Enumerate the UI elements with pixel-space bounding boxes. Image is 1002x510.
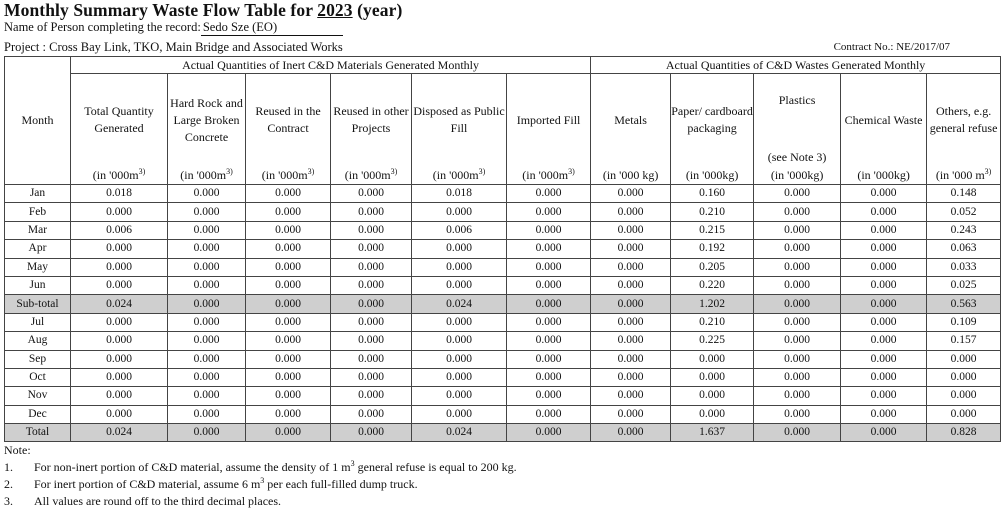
inert-group-header: Actual Quantities of Inert C&D Materials Generated Monthly	[71, 57, 591, 74]
table-row	[5, 240, 1001, 258]
col-metals-header: Metals	[591, 74, 671, 167]
cell-value: 0.000	[412, 276, 507, 294]
cell-value: 0.000	[927, 368, 1001, 386]
cell-value: 0.160	[671, 185, 754, 203]
table-row	[5, 185, 1001, 203]
cell-value: 0.192	[671, 240, 754, 258]
project-name: Project : Cross Bay Link, TKO, Main Bridge and Associated Works	[4, 40, 343, 54]
col-others-header: Others, e.g. general refuse	[927, 74, 1001, 167]
cell-value: 0.000	[412, 405, 507, 423]
cell-value: 1.202	[671, 295, 754, 313]
cell-value: 0.000	[841, 332, 927, 350]
person-record	[4, 20, 343, 36]
col-reused-contract-header: Reused in the Contract	[246, 74, 331, 167]
cell-value: 0.000	[841, 203, 927, 221]
cell-value: 0.000	[331, 387, 412, 405]
note-1-text-a: For non-inert portion of C&D material, assume the density of 1 m	[34, 460, 351, 474]
cell-value: 0.000	[591, 185, 671, 203]
cell-value: 0.000	[71, 240, 168, 258]
unit-imported-fill-text: (in '000m	[522, 167, 569, 182]
cell-value: 0.024	[412, 424, 507, 442]
cell-value: 0.109	[927, 313, 1001, 331]
cell-value: 0.000	[754, 276, 841, 294]
cell-value: 0.000	[412, 313, 507, 331]
cell-value: 0.006	[412, 221, 507, 239]
note-1-number: 1.	[4, 460, 13, 474]
cell-value: 0.000	[331, 240, 412, 258]
cell-value: 0.000	[412, 387, 507, 405]
cell-value: 0.000	[841, 240, 927, 258]
cell-value: 0.063	[927, 240, 1001, 258]
cell-value: 0.006	[71, 221, 168, 239]
cell-value: 0.000	[671, 368, 754, 386]
cell-value: 0.000	[754, 258, 841, 276]
table-row	[5, 332, 1001, 350]
table-row	[5, 405, 1001, 423]
cell-value: 0.018	[71, 185, 168, 203]
cell-value: 0.000	[507, 185, 591, 203]
cell-value: 0.000	[841, 276, 927, 294]
cell-month: Nov	[5, 387, 71, 405]
col-chemical-header: Chemical Waste	[841, 74, 927, 167]
cell-month: Jul	[5, 313, 71, 331]
col-reused-other-header: Reused in other Projects	[331, 74, 412, 167]
cell-value: 0.563	[927, 295, 1001, 313]
cell-value: 0.000	[591, 332, 671, 350]
cell-value: 0.000	[331, 221, 412, 239]
table-row	[5, 368, 1001, 386]
cell-value: 0.000	[168, 332, 246, 350]
unit-reused-other-sup: 3)	[390, 166, 398, 176]
cell-value: 0.000	[331, 203, 412, 221]
col-hard-rock-header: Hard Rock and Large Broken Concrete	[168, 74, 246, 167]
waste-flow-table	[4, 56, 1001, 442]
cell-value: 0.000	[507, 295, 591, 313]
cell-value: 0.052	[927, 203, 1001, 221]
cell-value: 0.000	[331, 332, 412, 350]
cell-value: 0.000	[168, 313, 246, 331]
cell-value: 0.000	[507, 203, 591, 221]
cell-value: 1.637	[671, 424, 754, 442]
cell-value: 0.000	[412, 350, 507, 368]
unit-imported-fill-sup: 3)	[568, 166, 575, 176]
note-1	[4, 459, 517, 476]
page-title	[4, 0, 402, 21]
unit-public-fill-sup: 3)	[478, 166, 486, 176]
cell-value: 0.000	[841, 185, 927, 203]
cell-value: 0.000	[246, 221, 331, 239]
cell-value: 0.000	[331, 350, 412, 368]
cell-value: 0.000	[754, 185, 841, 203]
cell-value: 0.000	[754, 240, 841, 258]
cell-month: Oct	[5, 368, 71, 386]
cell-value: 0.000	[754, 203, 841, 221]
unit-metals: (in '000 kg)	[591, 166, 671, 185]
table-body	[5, 185, 1001, 442]
cell-value: 0.000	[331, 295, 412, 313]
note-1-text-b: general refuse is equal to 200 kg.	[354, 460, 517, 474]
note-2	[4, 476, 517, 493]
cell-month: Mar	[5, 221, 71, 239]
cell-value: 0.000	[841, 350, 927, 368]
cell-value: 0.148	[927, 185, 1001, 203]
cell-value: 0.000	[331, 185, 412, 203]
cell-value: 0.000	[927, 350, 1001, 368]
cell-value: 0.000	[754, 405, 841, 423]
note-2-number: 2.	[4, 477, 13, 491]
table-row	[5, 350, 1001, 368]
cell-month: Sep	[5, 350, 71, 368]
cell-value: 0.018	[412, 185, 507, 203]
cell-value: 0.000	[841, 368, 927, 386]
cell-value: 0.157	[927, 332, 1001, 350]
cell-value: 0.000	[591, 387, 671, 405]
cell-month: Feb	[5, 203, 71, 221]
unit-reused-other-text: (in '000m	[344, 167, 391, 182]
cell-value: 0.000	[168, 295, 246, 313]
unit-hard-rock	[168, 166, 246, 185]
cell-value: 0.000	[841, 405, 927, 423]
cell-value: 0.000	[754, 295, 841, 313]
cell-value: 0.000	[591, 258, 671, 276]
cell-value: 0.210	[671, 203, 754, 221]
cell-value: 0.000	[168, 203, 246, 221]
cell-value: 0.000	[507, 368, 591, 386]
cell-value: 0.000	[168, 240, 246, 258]
unit-reused-other	[331, 166, 412, 185]
note-1-sup: 3	[350, 459, 355, 468]
cell-value: 0.024	[71, 295, 168, 313]
cell-value: 0.000	[841, 424, 927, 442]
cell-value: 0.243	[927, 221, 1001, 239]
title-prefix: Monthly Summary Waste Flow Table for	[4, 0, 318, 20]
cell-value: 0.000	[507, 332, 591, 350]
cell-value: 0.000	[927, 405, 1001, 423]
cell-value: 0.033	[927, 258, 1001, 276]
cell-value: 0.025	[927, 276, 1001, 294]
cell-value: 0.000	[754, 221, 841, 239]
cell-value: 0.000	[412, 258, 507, 276]
cell-value: 0.000	[331, 424, 412, 442]
cell-value: 0.000	[246, 258, 331, 276]
cell-value: 0.000	[71, 350, 168, 368]
cell-month: Aug	[5, 332, 71, 350]
cell-value: 0.000	[168, 368, 246, 386]
unit-total	[71, 166, 168, 185]
cell-value: 0.000	[246, 424, 331, 442]
cell-value: 0.000	[71, 387, 168, 405]
cell-value: 0.000	[841, 221, 927, 239]
cell-value: 0.000	[246, 276, 331, 294]
cell-value: 0.000	[591, 313, 671, 331]
cell-value: 0.000	[246, 332, 331, 350]
cell-value: 0.000	[71, 368, 168, 386]
cell-month: Sub-total	[5, 295, 71, 313]
cell-month: Jun	[5, 276, 71, 294]
cell-value: 0.000	[246, 387, 331, 405]
cell-value: 0.000	[841, 295, 927, 313]
cell-value: 0.000	[71, 332, 168, 350]
note-2-sup: 3	[260, 476, 265, 485]
note-2-text-b: per each full-filled dump truck.	[264, 477, 418, 491]
unit-others	[927, 166, 1001, 185]
cell-value: 0.000	[168, 387, 246, 405]
waste-group-header: Actual Quantities of C&D Wastes Generated Monthly	[591, 57, 1001, 74]
unit-reused-contract-sup: 3)	[307, 166, 315, 176]
cell-value: 0.000	[168, 258, 246, 276]
cell-value: 0.000	[754, 387, 841, 405]
cell-value: 0.000	[591, 221, 671, 239]
table-row	[5, 203, 1001, 221]
table-row	[5, 313, 1001, 331]
cell-value: 0.000	[671, 387, 754, 405]
cell-value: 0.215	[671, 221, 754, 239]
cell-value: 0.000	[591, 350, 671, 368]
cell-value: 0.000	[168, 221, 246, 239]
unit-reused-contract	[246, 166, 331, 185]
cell-value: 0.828	[927, 424, 1001, 442]
note-2-text-a: For inert portion of C&D material, assume 6 m	[34, 477, 261, 491]
cell-value: 0.000	[507, 424, 591, 442]
cell-month: Dec	[5, 405, 71, 423]
cell-value: 0.000	[168, 276, 246, 294]
title-year: 2023	[317, 0, 353, 20]
cell-value: 0.000	[412, 240, 507, 258]
cell-value: 0.000	[841, 313, 927, 331]
cell-value: 0.000	[246, 350, 331, 368]
cell-month: Total	[5, 424, 71, 442]
cell-value: 0.024	[412, 295, 507, 313]
note-3-number: 3.	[4, 494, 13, 508]
cell-value: 0.000	[71, 313, 168, 331]
cell-value: 0.205	[671, 258, 754, 276]
cell-value: 0.000	[246, 240, 331, 258]
person-name-field: Sedo Sze (EO)	[201, 20, 343, 36]
cell-value: 0.210	[671, 313, 754, 331]
table-row	[5, 387, 1001, 405]
cell-value: 0.000	[591, 240, 671, 258]
subtotal-row	[5, 295, 1001, 313]
cell-value: 0.000	[412, 203, 507, 221]
cell-value: 0.000	[591, 203, 671, 221]
cell-value: 0.000	[331, 276, 412, 294]
cell-value: 0.000	[168, 405, 246, 423]
cell-value: 0.000	[168, 424, 246, 442]
cell-value: 0.000	[754, 313, 841, 331]
cell-value: 0.000	[507, 387, 591, 405]
cell-value: 0.000	[168, 185, 246, 203]
cell-value: 0.000	[331, 258, 412, 276]
col-public-fill-header: Disposed as Public Fill	[412, 74, 507, 167]
cell-value: 0.000	[412, 368, 507, 386]
cell-value: 0.000	[591, 295, 671, 313]
unit-plastics: (in '000kg)	[754, 166, 841, 185]
cell-month: Apr	[5, 240, 71, 258]
cell-value: 0.000	[591, 368, 671, 386]
cell-value: 0.000	[71, 276, 168, 294]
col-plastics-header	[754, 74, 841, 167]
unit-others-sup: 3)	[984, 166, 992, 176]
cell-value: 0.000	[507, 350, 591, 368]
cell-value: 0.000	[71, 405, 168, 423]
contract-number: Contract No.: NE/2017/07	[833, 41, 950, 53]
unit-public-fill	[412, 166, 507, 185]
cell-value: 0.225	[671, 332, 754, 350]
cell-value: 0.000	[71, 203, 168, 221]
cell-value: 0.000	[591, 424, 671, 442]
unit-others-text: (in '000 m	[935, 167, 985, 182]
cell-value: 0.000	[246, 368, 331, 386]
title-suffix: (year)	[352, 0, 403, 20]
person-label: Name of Person completing the record:	[4, 20, 201, 34]
col-plastics-note: (see Note 3)	[767, 150, 827, 164]
cell-value: 0.000	[507, 258, 591, 276]
cell-value: 0.000	[754, 350, 841, 368]
cell-value: 0.000	[841, 258, 927, 276]
table-row	[5, 221, 1001, 239]
unit-reused-contract-text: (in '000m	[261, 167, 308, 182]
total-row	[5, 424, 1001, 442]
cell-value: 0.000	[246, 405, 331, 423]
month-column-header: Month	[5, 57, 71, 185]
unit-chemical: (in '000kg)	[841, 166, 927, 185]
col-plastics-label: Plastics	[778, 93, 816, 107]
unit-hard-rock-sup: 3)	[226, 166, 233, 176]
cell-value: 0.000	[841, 387, 927, 405]
unit-total-sup: 3)	[138, 166, 146, 176]
col-paper-header: Paper/ cardboard packaging	[671, 74, 754, 167]
unit-hard-rock-text: (in '000m	[180, 167, 227, 182]
cell-month: May	[5, 258, 71, 276]
note-3	[4, 493, 517, 510]
cell-value: 0.220	[671, 276, 754, 294]
notes-section	[4, 442, 517, 510]
cell-value: 0.000	[671, 405, 754, 423]
cell-value: 0.000	[71, 258, 168, 276]
cell-value: 0.000	[168, 350, 246, 368]
cell-value: 0.000	[754, 332, 841, 350]
unit-public-fill-text: (in '000m	[432, 167, 479, 182]
cell-value: 0.000	[754, 424, 841, 442]
unit-total-text: (in '000m	[92, 167, 139, 182]
cell-value: 0.000	[331, 313, 412, 331]
cell-value: 0.000	[331, 368, 412, 386]
cell-value: 0.000	[246, 185, 331, 203]
cell-value: 0.000	[331, 405, 412, 423]
cell-value: 0.000	[246, 203, 331, 221]
col-imported-fill-header: Imported Fill	[507, 74, 591, 167]
unit-imported-fill	[507, 166, 591, 185]
cell-value: 0.024	[71, 424, 168, 442]
cell-value: 0.000	[591, 405, 671, 423]
note-3-text: All values are round off to the third decimal places.	[34, 494, 282, 508]
table-row	[5, 276, 1001, 294]
cell-value: 0.000	[246, 313, 331, 331]
cell-value: 0.000	[754, 368, 841, 386]
col-total-header: Total Quantity Generated	[71, 74, 168, 167]
cell-value: 0.000	[927, 387, 1001, 405]
cell-value: 0.000	[246, 295, 331, 313]
cell-value: 0.000	[507, 313, 591, 331]
cell-month: Jan	[5, 185, 71, 203]
cell-value: 0.000	[507, 240, 591, 258]
cell-value: 0.000	[671, 350, 754, 368]
cell-value: 0.000	[507, 276, 591, 294]
cell-value: 0.000	[412, 332, 507, 350]
cell-value: 0.000	[507, 405, 591, 423]
table-row	[5, 258, 1001, 276]
unit-paper: (in '000kg)	[671, 166, 754, 185]
cell-value: 0.000	[507, 221, 591, 239]
notes-heading: Note:	[4, 443, 31, 457]
cell-value: 0.000	[591, 276, 671, 294]
